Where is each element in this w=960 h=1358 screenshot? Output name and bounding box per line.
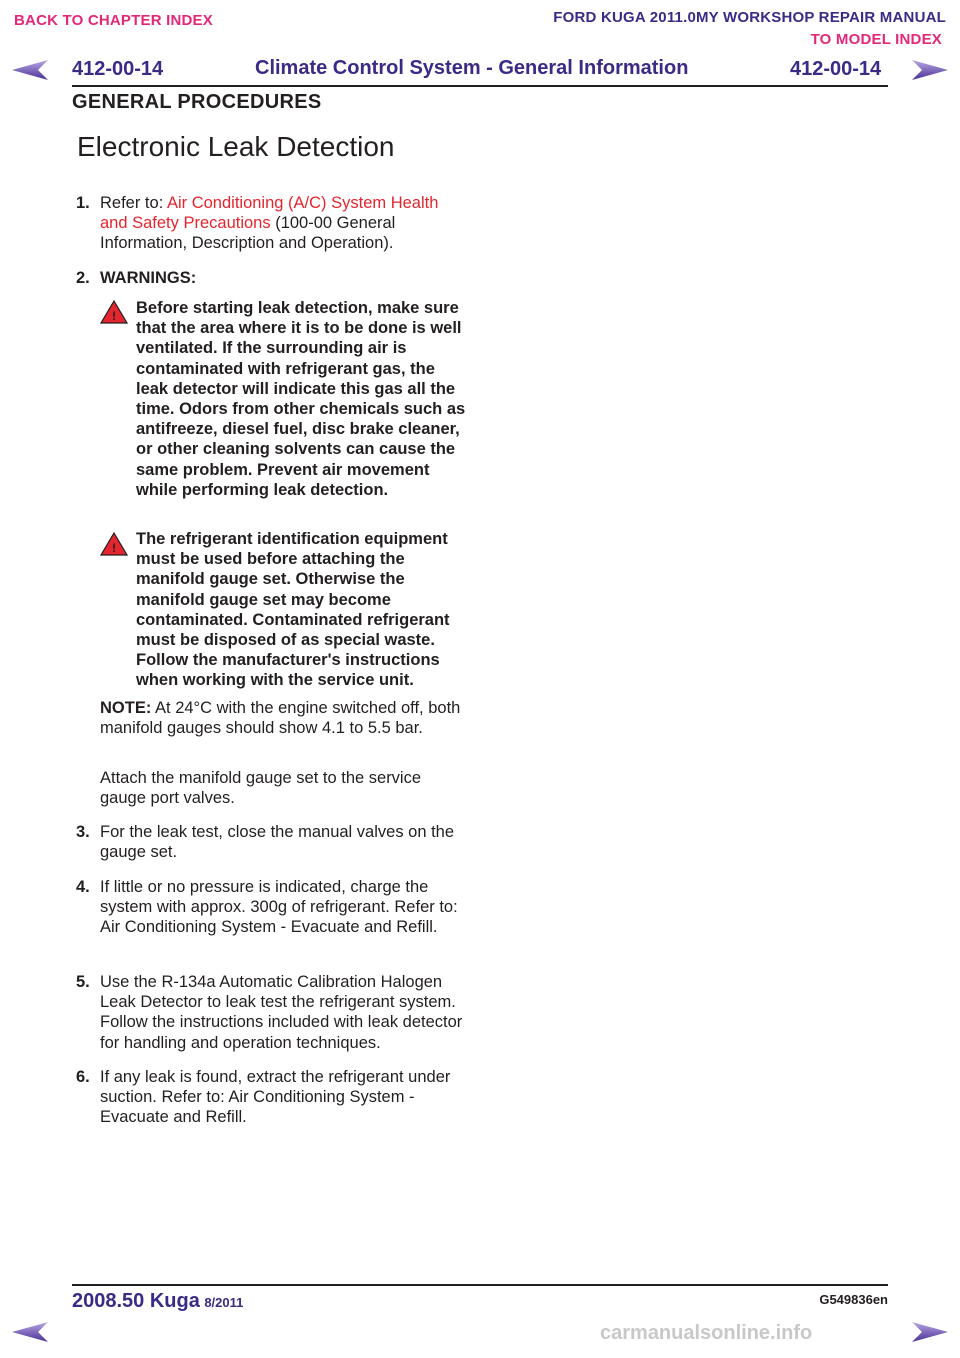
step-4 <box>76 877 468 938</box>
section-heading: GENERAL PROCEDURES <box>72 91 322 113</box>
health-safety-link[interactable]: Air Conditioning (A/C) System Health and Safety Precautions <box>100 194 439 233</box>
chapter-title: Climate Control System - General Information <box>255 57 689 79</box>
step-number: 4. <box>76 878 90 896</box>
step-5 <box>76 972 468 1053</box>
step-text: For the leak test, close the manual valves on the gauge set. <box>100 823 455 862</box>
note-text: At 24°C with the engine switched off, both manifold gauges should show 4.1 to 5.5 bar. <box>100 699 461 738</box>
step-2 <box>76 268 468 288</box>
figure-code: G549836en <box>819 1292 888 1307</box>
step-number: 2. <box>76 269 90 287</box>
arrow-right-icon[interactable] <box>910 58 950 82</box>
footer-rule <box>72 1284 888 1286</box>
footer-model-name: 2008.50 Kuga <box>72 1290 200 1312</box>
procedure-title: Electronic Leak Detection <box>77 131 395 162</box>
watermark: carmanualsonline.info <box>600 1322 813 1344</box>
warning-refrigerant-identification: The refrigerant identification equipment must be used before attaching the manifold gauge set. Otherwise the manifold gauge set may become contaminated. Contaminated refrigerant must be disposed of as special waste. Follow the manufacturer's instructions when working with the service unit. <box>136 530 450 690</box>
footer-date: 8/2011 <box>204 1295 244 1310</box>
back-to-chapter-index-link[interactable]: BACK TO CHAPTER INDEX <box>14 12 213 29</box>
step-text: Use the R-134a Automatic Calibration Halogen Leak Detector to leak test the refrigerant system. Follow the instructions included with leak detector for handling and operation techniques. <box>100 973 463 1052</box>
step-text: If any leak is found, extract the refrigerant under suction. Refer to: Air Conditioning System - Evacuate and Refill. <box>100 1068 451 1127</box>
svg-text:!: ! <box>112 541 116 555</box>
step-number: 3. <box>76 823 90 841</box>
warning-triangle-icon <box>100 300 128 324</box>
header-rule <box>72 85 888 87</box>
step-text: If little or no pressure is indicated, charge the system with approx. 300g of refrigerant. Refer to: Air Conditioning System - Evacuate and Refill. <box>100 878 458 937</box>
arrow-left-icon[interactable] <box>10 1320 50 1344</box>
svg-text:!: ! <box>112 309 116 323</box>
page-number-left: 412-00-14 <box>72 58 164 80</box>
step-3 <box>76 822 468 862</box>
step-text: Refer to: <box>100 194 167 212</box>
warning-ventilation: Before starting leak detection, make sure that the area where it is to be done is well ventilated. If the surrounding air is contaminated with refrigerant gas, the leak detector will indicate this gas all the time. Odors from other chemicals such as antifreeze, diesel fuel, disc brake cleaner, or other cleaning solvents can cause the same problem. Prevent air movement while performing leak detection. <box>136 299 466 499</box>
step-1 <box>76 193 468 254</box>
step-6 <box>76 1067 468 1128</box>
footer-model <box>72 1290 243 1313</box>
page-number-right: 412-00-14 <box>790 58 882 80</box>
step-number: 1. <box>76 194 90 212</box>
step-2-action: Attach the manifold gauge set to the service gauge port valves. <box>100 769 422 808</box>
arrow-right-icon[interactable] <box>910 1320 950 1344</box>
step-number: 5. <box>76 973 90 991</box>
to-model-index-link[interactable]: TO MODEL INDEX <box>810 31 942 48</box>
step-number: 6. <box>76 1068 90 1086</box>
note-label: NOTE: <box>100 699 152 717</box>
step-text-suffix: (100-00 General Information, Description and Operation). <box>100 214 396 253</box>
manual-title: FORD KUGA 2011.0MY WORKSHOP REPAIR MANUAL <box>553 9 946 26</box>
arrow-left-icon[interactable] <box>10 58 50 82</box>
warning-triangle-icon <box>100 532 128 556</box>
warnings-label: WARNINGS: <box>100 269 197 287</box>
note-manifold-gauges <box>100 698 468 738</box>
